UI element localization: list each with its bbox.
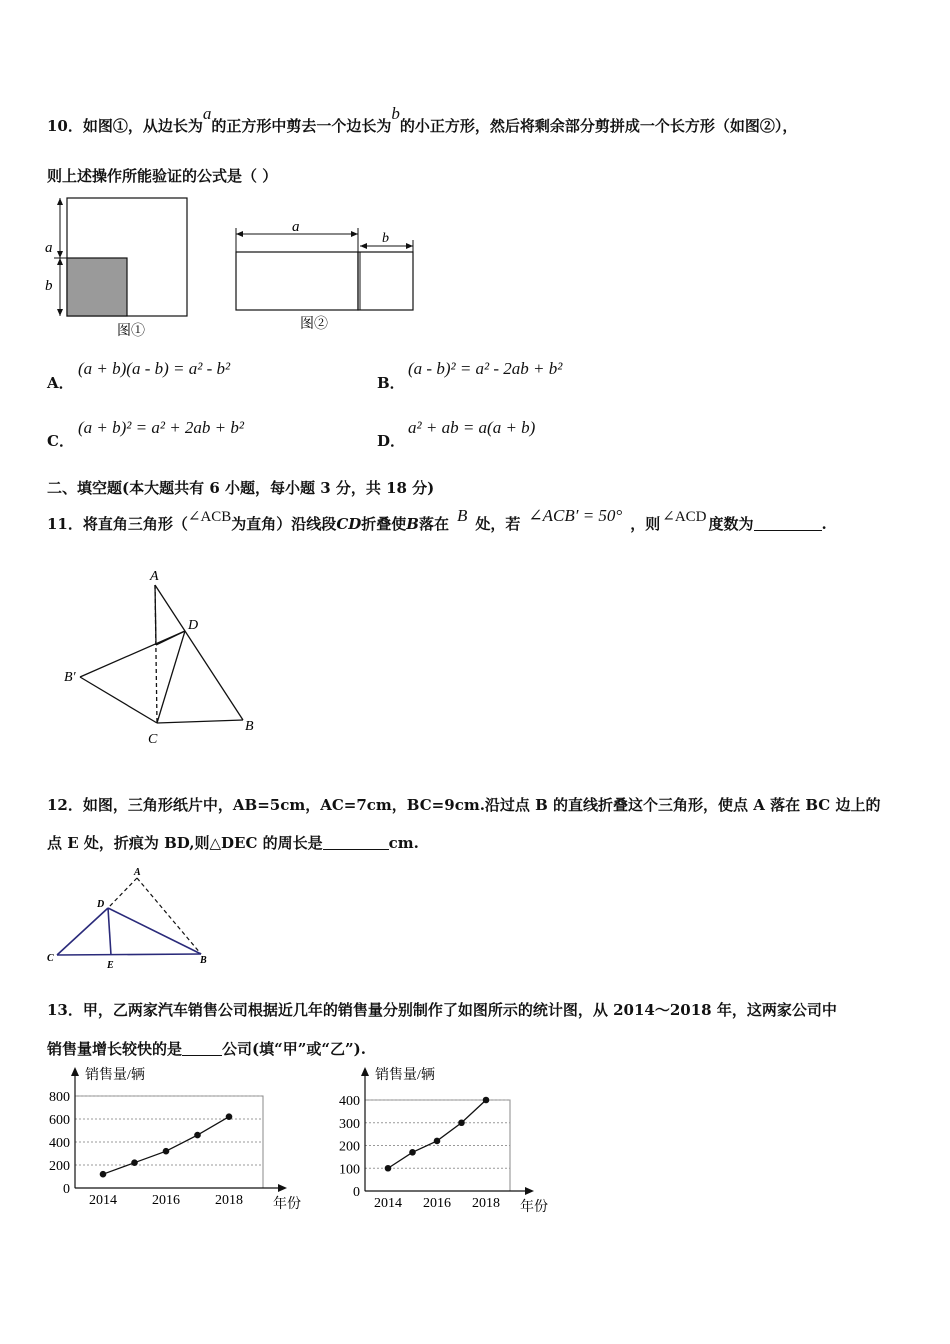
q11-answer-blank[interactable] [754, 516, 822, 531]
x-tick-label: 2018 [215, 1193, 243, 1208]
q11-angle-acb: ∠ACB [187, 509, 232, 525]
q10-figure-2 [230, 220, 430, 335]
arrow-left-icon [236, 231, 243, 237]
data-point [385, 1165, 392, 1172]
x-axis-label: 年份 [273, 1197, 301, 1212]
q11-bprime: B [456, 506, 468, 525]
q10-text-1: 10．如图①，从边长为 [47, 117, 203, 135]
option-c-formula: (a + b)² = a² + 2ab + b² [78, 418, 244, 437]
arrow-left-icon [360, 243, 367, 249]
point-e-label: E [107, 960, 114, 971]
arrow-right-icon [351, 231, 358, 237]
fig2-caption: 图② [300, 317, 328, 332]
q13-line1: 13．甲，乙两家汽车销售公司根据近几年的销售量分别制作了如图所示的统计图，从 2014～2018 年，这两家公司中 [47, 1001, 837, 1019]
y-tick-label: 400 [339, 1094, 360, 1109]
x-tick-label: 2016 [423, 1196, 451, 1211]
q11-text-2: 为直角）沿线段 [231, 515, 337, 533]
segment-cb [157, 720, 243, 723]
point-d-label: D [188, 618, 199, 633]
y-tick-label: 300 [339, 1116, 360, 1132]
data-point [194, 1132, 201, 1139]
rect-right [358, 252, 413, 310]
segment-cd [157, 631, 185, 723]
q11-text-4: 落在 [418, 515, 449, 533]
arrow-up-icon [57, 198, 63, 205]
q12-text-2: cm. [388, 834, 419, 852]
chart-yi [330, 1065, 560, 1215]
point-bprime-label: B′ [64, 670, 76, 685]
fig1-caption: 图① [117, 324, 145, 339]
option-a-label: A． [47, 374, 74, 392]
q12-line2 [47, 832, 419, 853]
q13-text-1: 销售量增长较快的是 [47, 1040, 183, 1058]
y-tick-label: 800 [49, 1090, 70, 1105]
q11-text-3: 折叠使 [361, 515, 407, 533]
y-tick-label: 600 [49, 1113, 70, 1128]
option-c-label: C． [47, 432, 74, 450]
arrow-down-icon [57, 309, 63, 316]
arrow-up-icon [57, 258, 63, 265]
q10-line2: 则上述操作所能验证的公式是（ ） [47, 167, 278, 185]
y-axis-arrow-icon [361, 1067, 369, 1076]
q12-answer-blank[interactable] [323, 835, 389, 850]
data-point [483, 1097, 490, 1104]
x-tick-label: 2016 [152, 1193, 180, 1208]
y-tick-label: 0 [353, 1185, 360, 1200]
point-c-label: C [148, 732, 158, 747]
x-tick-label: 2014 [374, 1196, 402, 1211]
q12-figure [45, 865, 220, 975]
x-tick-label: 2018 [472, 1196, 500, 1211]
series-line [388, 1100, 486, 1168]
rect-left [236, 252, 358, 310]
q10-var-b: b [391, 104, 400, 123]
segment-db [108, 908, 201, 954]
x-axis-arrow-icon [525, 1187, 534, 1195]
q11-figure [60, 565, 280, 750]
x-axis-arrow-icon [278, 1184, 287, 1192]
q13-answer-blank[interactable] [182, 1041, 222, 1056]
point-b-label: B [200, 955, 207, 966]
q11-angle-acb-prime: ∠ACB′ = 50° [528, 506, 623, 525]
point-c-label: C [47, 953, 54, 964]
q10-figure-1 [40, 192, 200, 342]
q11-line [47, 506, 827, 534]
fig2-label-a: a [292, 219, 300, 235]
y-tick-label: 100 [339, 1162, 360, 1178]
data-point [409, 1149, 416, 1156]
y-tick-label: 0 [63, 1182, 70, 1197]
data-point [458, 1119, 465, 1126]
y-axis-label: 销售量/辆 [85, 1068, 145, 1083]
q10-line1 [47, 104, 798, 136]
q11-b: B [406, 515, 419, 533]
segment-cd [57, 908, 108, 955]
q11-text-7: 度数为 [708, 515, 754, 533]
y-tick-label: 200 [49, 1159, 70, 1174]
option-d-formula: a² + ab = a(a + b) [408, 418, 536, 437]
segment-de [108, 908, 111, 955]
data-point [163, 1148, 170, 1155]
segment-bprime-c [80, 677, 157, 723]
q10-text-2: 的正方形中剪去一个边长为 [211, 117, 392, 135]
q10-text-3: 的小正方形，然后将剩余部分剪拼成一个长方形（如图②）， [399, 117, 798, 135]
data-point [100, 1171, 107, 1178]
chart-jia [40, 1065, 310, 1225]
q11-text-1: 11．将直角三角形（ [47, 515, 188, 533]
q11-angle-acd: ∠ACD [662, 509, 707, 525]
arrow-right-icon [406, 243, 413, 249]
q10-var-a: a [202, 104, 212, 123]
option-d-label: D． [377, 432, 406, 450]
fig2-label-b: b [382, 231, 389, 246]
section-heading: 二、填空题(本大题共有 6 小题，每小题 3 分，共 18 分) [47, 479, 435, 497]
point-d-label: D [97, 899, 105, 910]
x-tick-label: 2014 [89, 1193, 117, 1208]
y-axis-arrow-icon [71, 1067, 79, 1076]
q12-text-1: 点 E 处，折痕为 BD,则△DEC 的周长是 [47, 834, 323, 852]
y-tick-label: 200 [339, 1139, 360, 1155]
fig1-label-b: b [45, 278, 53, 294]
segment-ab [155, 585, 243, 720]
series-line [103, 1117, 229, 1175]
segment-cb [57, 954, 201, 955]
segment-ab-dashed [137, 878, 201, 954]
option-a-formula: (a + b)(a - b) = a² - b² [78, 359, 231, 378]
data-point [131, 1159, 138, 1166]
q11-text-6: ，则 [630, 515, 661, 533]
arrow-down-icon [57, 251, 63, 258]
fig1-label-a: a [45, 240, 53, 256]
q11-text-8: . [821, 515, 827, 533]
point-b-label: B [245, 719, 254, 734]
option-b-label: B． [377, 374, 405, 392]
point-a-label: A [150, 569, 159, 584]
q12-line1: 12．如图，三角形纸片中，AB=5cm，AC=7cm，BC=9cm.沿过点 B 的直线折叠这个三角形，使点 A 落在 BC 边上的 [47, 796, 881, 814]
data-point [434, 1138, 441, 1145]
y-axis-label: 销售量/辆 [375, 1068, 435, 1083]
small-square [67, 258, 127, 316]
data-point [226, 1113, 233, 1120]
x-axis-label: 年份 [520, 1200, 548, 1215]
q13-line2 [47, 1038, 366, 1059]
q11-cd: CD [336, 515, 362, 533]
segment-bprime-d [80, 631, 185, 677]
option-b-formula: (a - b)² = a² - 2ab + b² [408, 359, 563, 378]
q11-text-5: 处，若 [475, 515, 521, 533]
y-tick-label: 400 [49, 1136, 70, 1151]
segment-ad-dashed [108, 878, 137, 908]
q13-text-2: 公司(填“甲”或“乙”). [222, 1040, 366, 1058]
point-a-label: A [134, 867, 141, 878]
